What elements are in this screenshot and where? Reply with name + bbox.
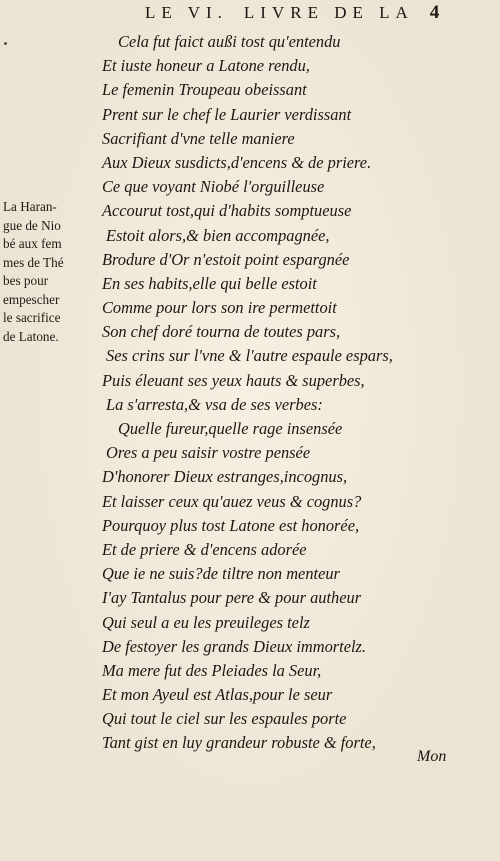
verse-line: Son chef doré tourna de toutes pars, bbox=[102, 322, 341, 342]
verse-line: Tant gist en luy grandeur robuste & forte, bbox=[102, 733, 376, 753]
verse-line: Cela fut faict außi tost qu'entendu bbox=[118, 32, 341, 51]
verse-line: Que ie ne suis?de tiltre non menteur bbox=[102, 564, 340, 584]
verse-line: Qui tout le ciel sur les espaules porte bbox=[102, 709, 347, 729]
margin-note-line: gue de Nio bbox=[3, 217, 61, 233]
verse-line: Et mon Ayeul est Atlas,pour le seur bbox=[102, 685, 333, 705]
running-header bbox=[145, 2, 465, 24]
ink-speck bbox=[4, 42, 7, 45]
verse-line: Puis éleuant ses yeux hauts & superbes, bbox=[102, 370, 365, 390]
verse-line: Sacrifiant d'vne telle maniere bbox=[102, 128, 295, 148]
verse-line: Ma mere fut des Pleiades la Seur, bbox=[102, 660, 322, 680]
verse-line: Brodure d'Or n'estoit point espargnée bbox=[102, 249, 350, 269]
marginal-note bbox=[3, 198, 101, 346]
verse-line: En ses habits,elle qui belle estoit bbox=[102, 273, 317, 293]
margin-note-line: mes de Thé bbox=[3, 254, 64, 270]
verse-line: Aux Dieux susdicts,d'encens & de priere. bbox=[102, 152, 372, 172]
verse-line: Prent sur le chef le Laurier verdissant bbox=[102, 104, 352, 124]
verse-line: I'ay Tantalus pour pere & pour autheur bbox=[102, 588, 362, 608]
margin-note-line: bé aux fem bbox=[3, 236, 62, 251]
verse-line: Estoit alors,& bien accompagnée, bbox=[106, 225, 330, 245]
verse-line: Le femenin Troupeau obeissant bbox=[102, 80, 307, 100]
header-book-number: LE VI. bbox=[145, 3, 228, 22]
verse-line: De festoyer les grands Dieux immortelz. bbox=[102, 636, 367, 656]
verse-line: Ores a peu saisir vostre pensée bbox=[106, 443, 311, 463]
verse-line: Comme pour lors son ire permettoit bbox=[102, 298, 337, 318]
verse-line: La s'arresta,& vsa de ses verbes: bbox=[106, 394, 323, 414]
verse-line: Qui seul a eu les preuileges telz bbox=[102, 612, 310, 632]
poem-text bbox=[100, 30, 460, 756]
margin-note-line: bes pour bbox=[3, 273, 49, 288]
verse-line: D'honorer Dieux estranges,incognus, bbox=[102, 467, 348, 487]
verse-line: Et laisser ceux qu'auez veus & cognus? bbox=[102, 491, 362, 511]
verse-line: Et iuste honeur a Latone rendu, bbox=[102, 56, 310, 76]
verse-line: Quelle fureur,quelle rage insensée bbox=[118, 419, 343, 438]
header-page-number: 4 bbox=[429, 2, 440, 23]
verse-line: Ce que voyant Niobé l'orguilleuse bbox=[102, 177, 325, 197]
catchword: Mon bbox=[417, 748, 447, 765]
margin-note-line: le sacrifice bbox=[3, 310, 61, 325]
header-title: LIVRE DE LA bbox=[243, 3, 414, 22]
verse-line: Et de priere & d'encens adorée bbox=[102, 539, 307, 559]
verse-line: Ses crins sur l'vne & l'autre espaule espars, bbox=[106, 346, 393, 366]
margin-note-line: de Latone. bbox=[3, 328, 59, 344]
verse-line: Pourquoy plus tost Latone est honorée, bbox=[102, 515, 360, 535]
margin-note-line: empescher bbox=[3, 291, 60, 307]
verse-line: Accourut tost,qui d'habits somptueuse bbox=[102, 201, 352, 221]
margin-note-line: La Haran- bbox=[3, 199, 57, 214]
